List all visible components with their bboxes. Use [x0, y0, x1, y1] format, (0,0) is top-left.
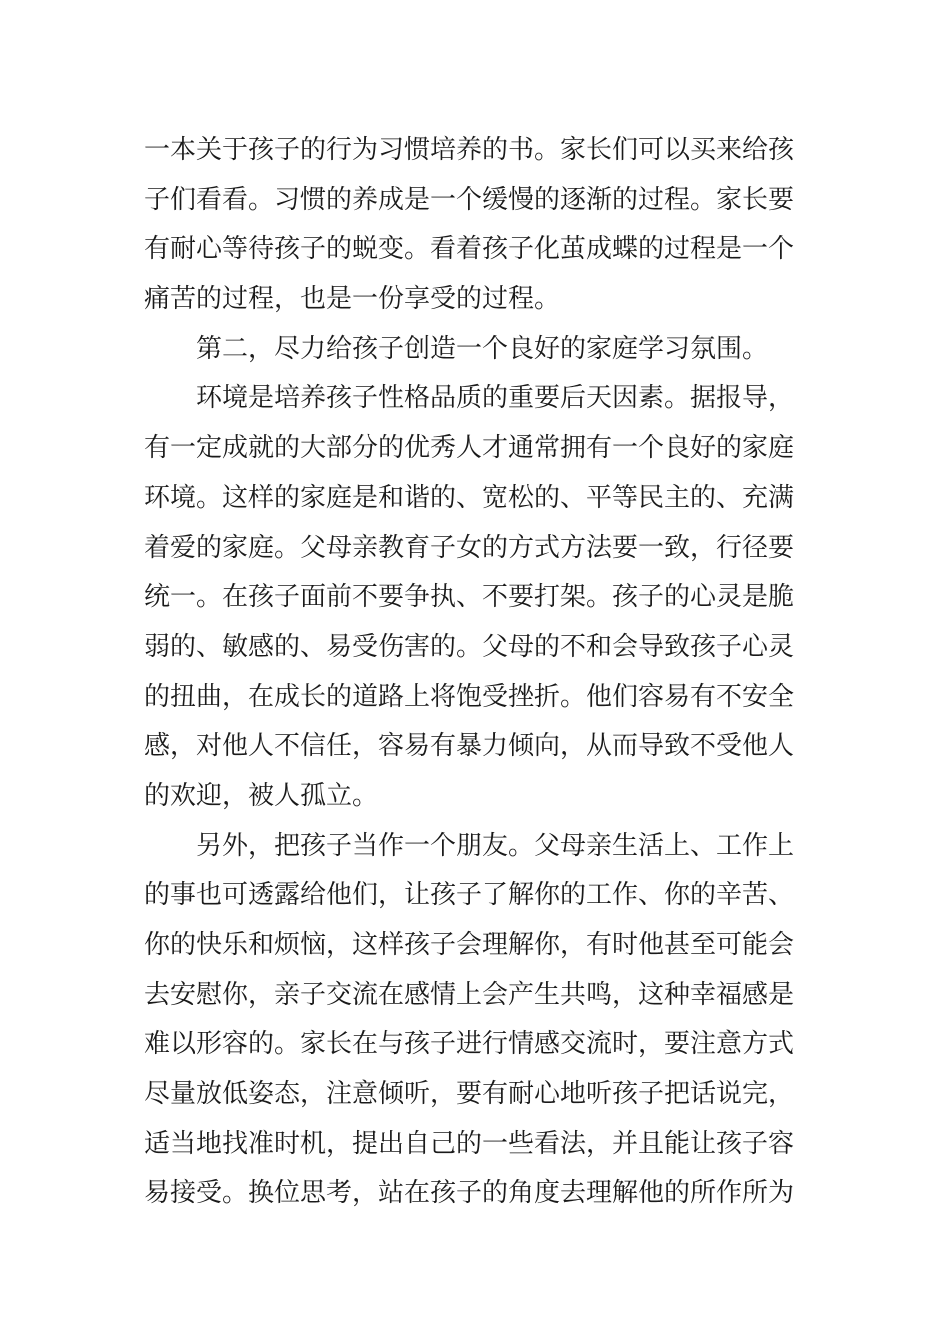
text-line: 去安慰你，亲子交流在感情上会产生共鸣，这种幸福感是 [144, 979, 795, 1010]
paragraph-first-line: 环境是培养孩子性格品质的重要后天因素。据报导， [196, 383, 795, 414]
text-line: 尽量放低姿态，注意倾听，要有耐心地听孩子把话说完， [144, 1079, 795, 1110]
text-line: 的事也可透露给他们，让孩子了解你的工作、你的辛苦、 [144, 880, 795, 911]
paragraph-heading: 第二，尽力给孩子创造一个良好的家庭学习氛围。 [196, 333, 769, 364]
text-line: 子们看看。习惯的养成是一个缓慢的逐渐的过程。家长要 [144, 184, 795, 215]
text-line: 有一定成就的大部分的优秀人才通常拥有一个良好的家庭 [144, 433, 795, 464]
text-line: 着爱的家庭。父母亲教育子女的方式方法要一致，行径要 [144, 532, 795, 563]
text-line: 易接受。换位思考，站在孩子的角度去理解他的所作所为 [144, 1178, 795, 1209]
text-line: 的扭曲，在成长的道路上将饱受挫折。他们容易有不安全 [144, 681, 795, 712]
text-line: 难以形容的。家长在与孩子进行情感交流时，要注意方式 [144, 1029, 795, 1060]
text-line: 痛苦的过程，也是一份享受的过程。 [144, 284, 561, 315]
body-text [144, 126, 808, 1219]
text-line: 环境。这样的家庭是和谐的、宽松的、平等民主的、充满 [144, 482, 795, 513]
text-line: 有耐心等待孩子的蜕变。看着孩子化茧成蝶的过程是一个 [144, 234, 795, 265]
text-line: 你的快乐和烦恼，这样孩子会理解你，有时他甚至可能会 [144, 930, 795, 960]
text-line: 弱的、敏感的、易受伤害的。父母的不和会导致孩子心灵 [144, 631, 795, 662]
text-line: 统一。在孩子面前不要争执、不要打架。孩子的心灵是脆 [144, 582, 795, 613]
text-line: 感，对他人不信任，容易有暴力倾向，从而导致不受他人 [144, 731, 795, 762]
text-line: 一本关于孩子的行为习惯培养的书。家长们可以买来给孩 [144, 135, 795, 165]
paragraph-first-line: 另外，把孩子当作一个朋友。父母亲生活上、工作上 [196, 830, 795, 861]
text-line: 适当地找准时机，提出自己的一些看法，并且能让孩子容 [144, 1128, 795, 1159]
text-line: 的欢迎，被人孤立。 [144, 780, 379, 811]
